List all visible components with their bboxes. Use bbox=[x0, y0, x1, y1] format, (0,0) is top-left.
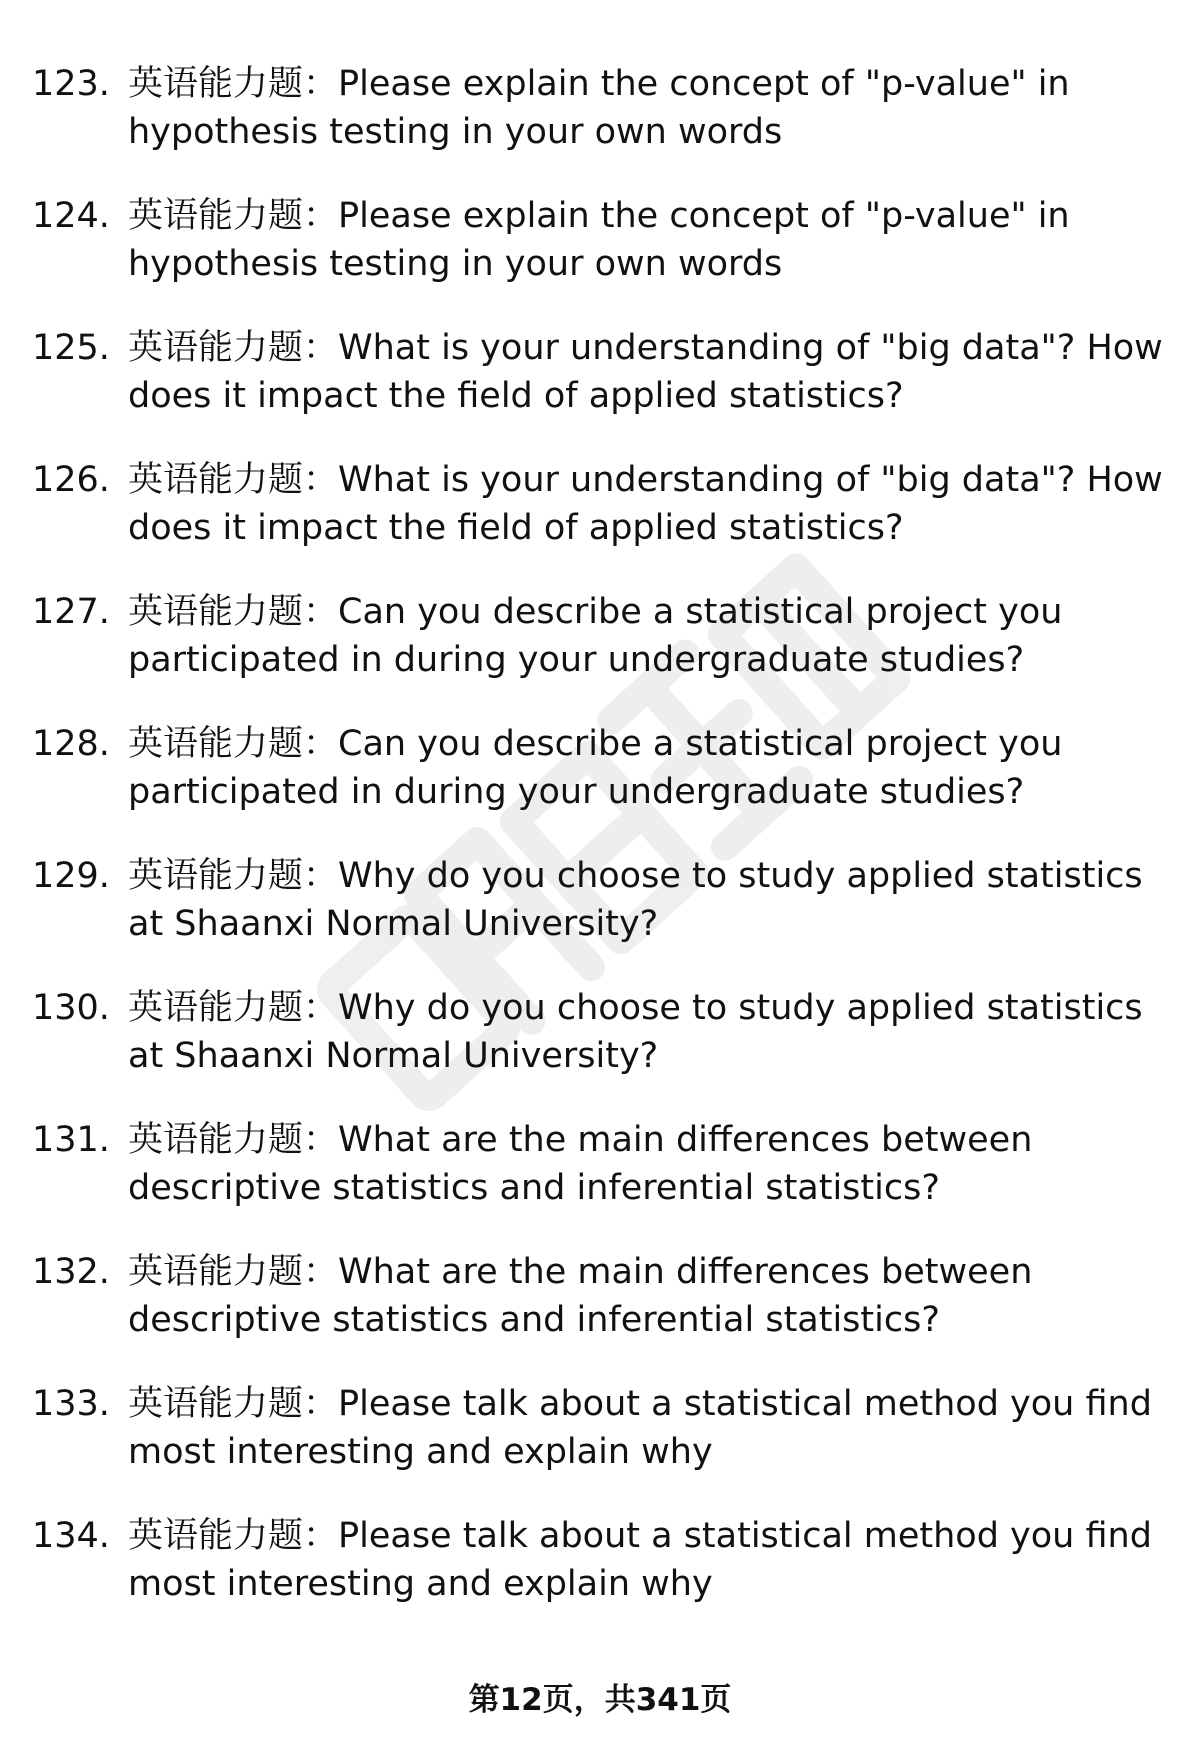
question-body bbox=[128, 1116, 1172, 1212]
question-text: Please explain the concept of "p-value" in hypothesis testing in your own words bbox=[128, 64, 1070, 152]
list-item bbox=[32, 60, 1172, 192]
list-item bbox=[32, 1512, 1172, 1644]
question-number: 125. bbox=[32, 328, 110, 368]
question-number: 123. bbox=[32, 64, 110, 104]
question-tag: 英语能力题： bbox=[128, 592, 339, 632]
question-body bbox=[128, 1380, 1172, 1476]
question-tag: 英语能力题： bbox=[128, 64, 339, 104]
list-item bbox=[32, 1380, 1172, 1512]
question-tag: 英语能力题： bbox=[128, 1252, 339, 1292]
list-item bbox=[32, 456, 1172, 588]
question-body bbox=[128, 324, 1172, 420]
list-item bbox=[32, 984, 1172, 1116]
list-item bbox=[32, 1116, 1172, 1248]
question-text: What are the main differences between descriptive statistics and inferential statistics? bbox=[128, 1120, 1033, 1208]
question-tag: 英语能力题： bbox=[128, 1120, 339, 1160]
question-number: 127. bbox=[32, 592, 110, 632]
question-body bbox=[128, 1512, 1172, 1608]
question-body bbox=[128, 192, 1172, 288]
question-tag: 英语能力题： bbox=[128, 1516, 339, 1556]
question-body bbox=[128, 1248, 1172, 1344]
list-item bbox=[32, 1248, 1172, 1380]
question-body bbox=[128, 588, 1172, 684]
question-number: 126. bbox=[32, 460, 110, 500]
question-text: Can you describe a statistical project you participated in during your undergraduate studies? bbox=[128, 724, 1063, 812]
question-number: 124. bbox=[32, 196, 110, 236]
list-item bbox=[32, 324, 1172, 456]
question-number: 128. bbox=[32, 724, 110, 764]
question-tag: 英语能力题： bbox=[128, 196, 339, 236]
question-tag: 英语能力题： bbox=[128, 724, 339, 764]
question-text: Please explain the concept of "p-value" in hypothesis testing in your own words bbox=[128, 196, 1070, 284]
question-text: What is your understanding of "big data"? How does it impact the field of applied statistics? bbox=[128, 460, 1163, 548]
question-list bbox=[32, 60, 1172, 1644]
question-tag: 英语能力题： bbox=[128, 988, 339, 1028]
question-text: Why do you choose to study applied statistics at Shaanxi Normal University? bbox=[128, 856, 1143, 944]
question-body bbox=[128, 720, 1172, 816]
list-item bbox=[32, 192, 1172, 324]
question-body bbox=[128, 852, 1172, 948]
question-number: 133. bbox=[32, 1384, 110, 1424]
question-number: 132. bbox=[32, 1252, 110, 1292]
question-tag: 英语能力题： bbox=[128, 856, 339, 896]
question-text: What is your understanding of "big data"? How does it impact the field of applied statistics? bbox=[128, 328, 1163, 416]
list-item bbox=[32, 588, 1172, 720]
question-text: Why do you choose to study applied statistics at Shaanxi Normal University? bbox=[128, 988, 1143, 1076]
question-number: 131. bbox=[32, 1120, 110, 1160]
question-tag: 英语能力题： bbox=[128, 1384, 339, 1424]
page-number-footer: 第12页，共341页 bbox=[468, 1682, 732, 1718]
question-text: Can you describe a statistical project you participated in during your undergraduate studies? bbox=[128, 592, 1063, 680]
question-text: Please talk about a statistical method you find most interesting and explain why bbox=[128, 1516, 1152, 1604]
question-number: 130. bbox=[32, 988, 110, 1028]
question-body bbox=[128, 60, 1172, 156]
list-item bbox=[32, 852, 1172, 984]
list-item bbox=[32, 720, 1172, 852]
question-text: Please talk about a statistical method you find most interesting and explain why bbox=[128, 1384, 1152, 1472]
question-tag: 英语能力题： bbox=[128, 460, 339, 500]
question-number: 134. bbox=[32, 1516, 110, 1556]
question-body bbox=[128, 984, 1172, 1080]
question-body bbox=[128, 456, 1172, 552]
question-tag: 英语能力题： bbox=[128, 328, 339, 368]
question-number: 129. bbox=[32, 856, 110, 896]
question-text: What are the main differences between descriptive statistics and inferential statistics? bbox=[128, 1252, 1033, 1340]
